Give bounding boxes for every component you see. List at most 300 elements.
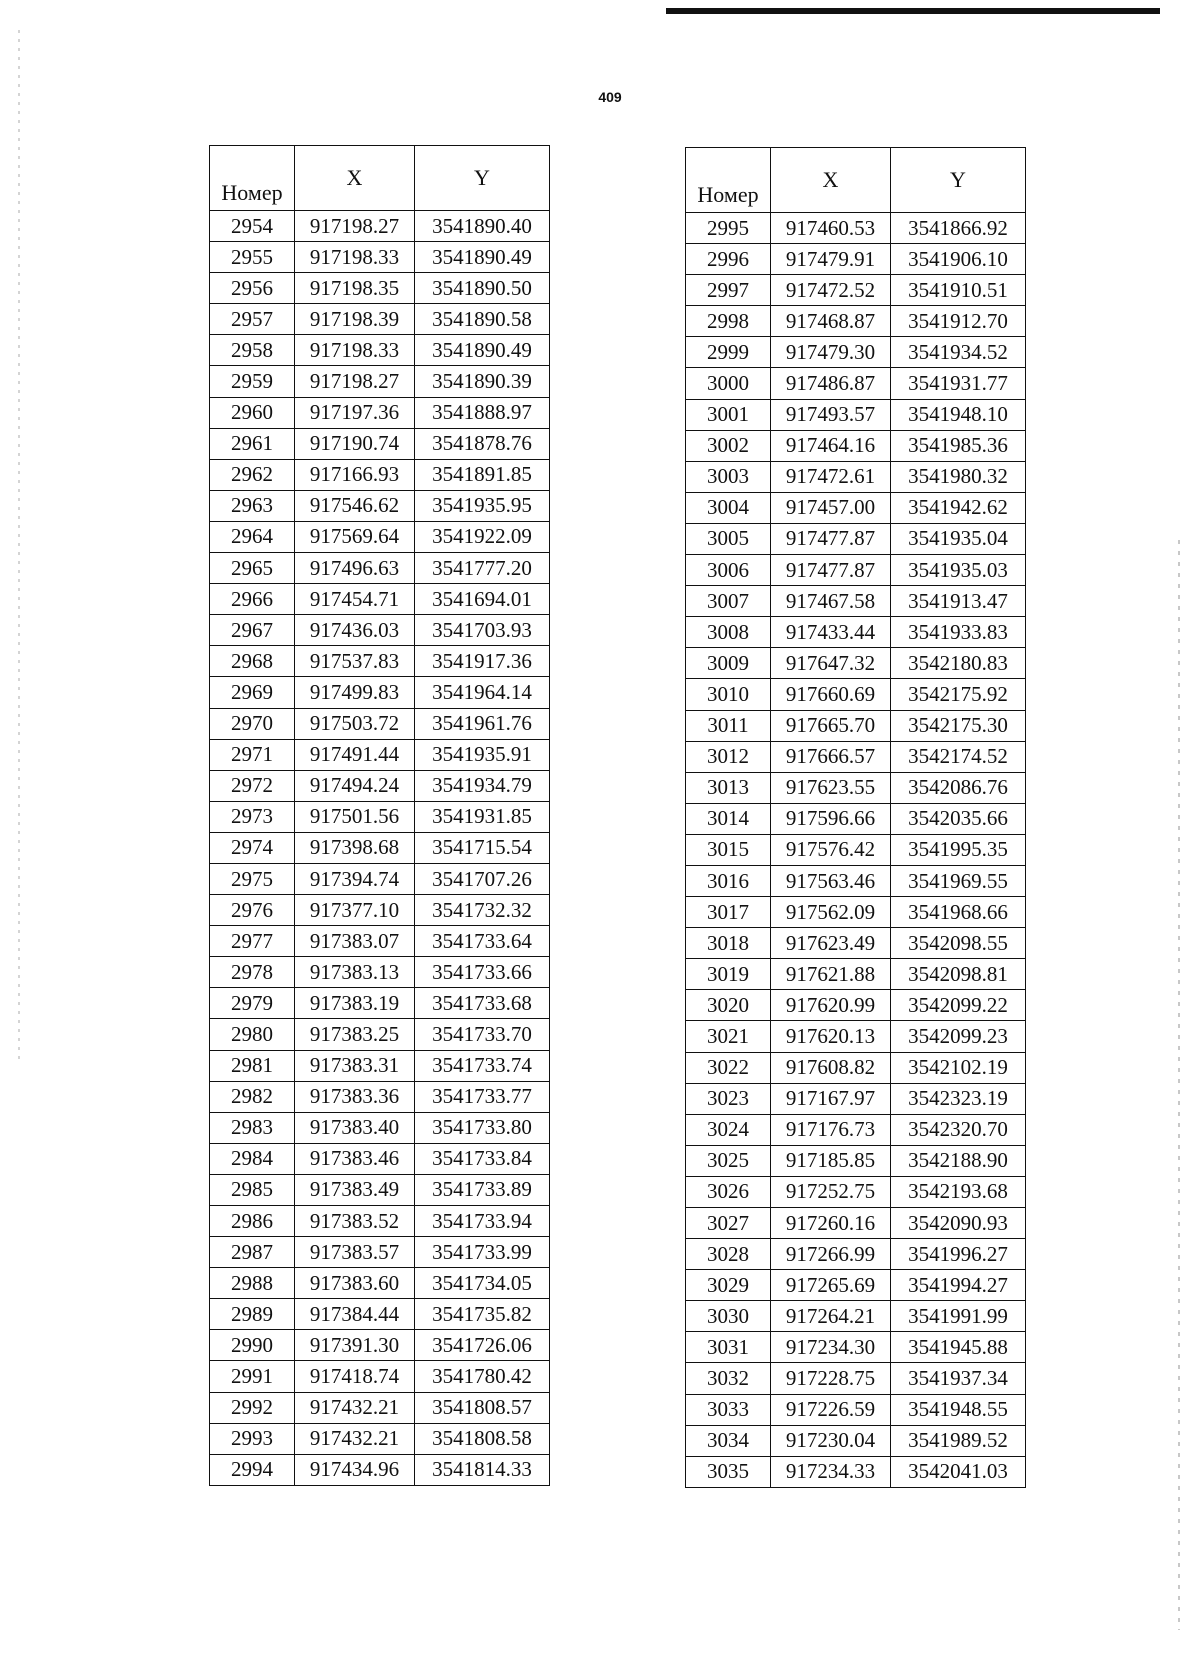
- y-coordinate-cell: 3541891.85: [415, 459, 550, 490]
- x-coordinate-cell: 917546.62: [295, 490, 415, 521]
- point-number-cell: 3018: [686, 928, 771, 959]
- y-coordinate-cell: 3541890.58: [415, 304, 550, 335]
- point-number-cell: 2971: [210, 739, 295, 770]
- point-number-cell: 2956: [210, 273, 295, 304]
- x-coordinate-cell: 917198.33: [295, 335, 415, 366]
- x-coordinate-cell: 917185.85: [771, 1145, 891, 1176]
- y-coordinate-cell: 3541733.99: [415, 1237, 550, 1268]
- table-row: [686, 586, 1026, 617]
- y-coordinate-cell: 3541707.26: [415, 863, 550, 894]
- y-coordinate-cell: 3541935.95: [415, 490, 550, 521]
- y-coordinate-cell: 3541948.55: [891, 1394, 1026, 1425]
- table-row: [686, 834, 1026, 865]
- point-number-cell: 3002: [686, 430, 771, 461]
- table-row: [210, 677, 550, 708]
- x-coordinate-cell: 917460.53: [771, 213, 891, 244]
- x-coordinate-cell: 917457.00: [771, 492, 891, 523]
- table-row: [686, 1114, 1026, 1145]
- point-number-cell: 3024: [686, 1114, 771, 1145]
- table-row: [686, 1456, 1026, 1487]
- table-row: [686, 803, 1026, 834]
- x-coordinate-cell: 917620.13: [771, 1021, 891, 1052]
- y-coordinate-cell: 3541890.49: [415, 242, 550, 273]
- point-number-cell: 2994: [210, 1454, 295, 1485]
- point-number-cell: 3023: [686, 1083, 771, 1114]
- x-coordinate-cell: 917660.69: [771, 679, 891, 710]
- table-row: [210, 988, 550, 1019]
- y-coordinate-cell: 3541878.76: [415, 428, 550, 459]
- x-coordinate-cell: 917464.16: [771, 430, 891, 461]
- table-row: [210, 459, 550, 490]
- table-body: [686, 213, 1026, 1488]
- table-row: [686, 865, 1026, 896]
- table-row: [210, 770, 550, 801]
- y-coordinate-cell: 3541890.49: [415, 335, 550, 366]
- y-coordinate-cell: 3541866.92: [891, 213, 1026, 244]
- table-header-row: [686, 148, 1026, 213]
- table-row: [686, 1394, 1026, 1425]
- x-coordinate-cell: 917264.21: [771, 1301, 891, 1332]
- table-row: [210, 708, 550, 739]
- point-number-cell: 2970: [210, 708, 295, 739]
- table-row: [210, 584, 550, 615]
- y-coordinate-cell: 3542041.03: [891, 1456, 1026, 1487]
- y-coordinate-cell: 3542099.22: [891, 990, 1026, 1021]
- table-row: [210, 1392, 550, 1423]
- table-row: [686, 492, 1026, 523]
- table-row: [686, 1083, 1026, 1114]
- y-coordinate-cell: 3541808.57: [415, 1392, 550, 1423]
- table-row: [210, 1330, 550, 1361]
- point-number-cell: 3012: [686, 741, 771, 772]
- column-header-x: X: [771, 148, 891, 213]
- point-number-cell: 2962: [210, 459, 295, 490]
- y-coordinate-cell: 3541961.76: [415, 708, 550, 739]
- point-number-cell: 2977: [210, 926, 295, 957]
- y-coordinate-cell: 3541935.91: [415, 739, 550, 770]
- point-number-cell: 2978: [210, 957, 295, 988]
- table-row: [210, 1423, 550, 1454]
- point-number-cell: 2990: [210, 1330, 295, 1361]
- y-coordinate-cell: 3541996.27: [891, 1239, 1026, 1270]
- x-coordinate-cell: 917499.83: [295, 677, 415, 708]
- y-coordinate-cell: 3541808.58: [415, 1423, 550, 1454]
- table-row: [210, 801, 550, 832]
- table-row: [210, 863, 550, 894]
- x-coordinate-cell: 917260.16: [771, 1208, 891, 1239]
- x-coordinate-cell: 917621.88: [771, 959, 891, 990]
- table-row: [210, 1143, 550, 1174]
- x-coordinate-cell: 917197.36: [295, 397, 415, 428]
- point-number-cell: 2973: [210, 801, 295, 832]
- point-number-cell: 3015: [686, 834, 771, 865]
- y-coordinate-cell: 3542102.19: [891, 1052, 1026, 1083]
- point-number-cell: 2999: [686, 337, 771, 368]
- table-row: [210, 335, 550, 366]
- point-number-cell: 3025: [686, 1145, 771, 1176]
- table-row: [210, 521, 550, 552]
- coordinates-table-right: [685, 147, 1026, 1488]
- point-number-cell: 2955: [210, 242, 295, 273]
- point-number-cell: 2976: [210, 895, 295, 926]
- y-coordinate-cell: 3542086.76: [891, 772, 1026, 803]
- y-coordinate-cell: 3541890.39: [415, 366, 550, 397]
- y-coordinate-cell: 3541989.52: [891, 1425, 1026, 1456]
- x-coordinate-cell: 917432.21: [295, 1392, 415, 1423]
- point-number-cell: 3009: [686, 648, 771, 679]
- x-coordinate-cell: 917472.52: [771, 275, 891, 306]
- table-row: [686, 244, 1026, 275]
- y-coordinate-cell: 3541733.66: [415, 957, 550, 988]
- point-number-cell: 3019: [686, 959, 771, 990]
- y-coordinate-cell: 3541890.50: [415, 273, 550, 304]
- x-coordinate-cell: 917383.19: [295, 988, 415, 1019]
- point-number-cell: 2987: [210, 1237, 295, 1268]
- point-number-cell: 2964: [210, 521, 295, 552]
- table-row: [686, 1052, 1026, 1083]
- point-number-cell: 3001: [686, 399, 771, 430]
- point-number-cell: 2966: [210, 584, 295, 615]
- point-number-cell: 2960: [210, 397, 295, 428]
- table-row: [686, 959, 1026, 990]
- point-number-cell: 2997: [686, 275, 771, 306]
- column-header-x: X: [295, 146, 415, 211]
- point-number-cell: 2969: [210, 677, 295, 708]
- table-row: [210, 366, 550, 397]
- point-number-cell: 2998: [686, 306, 771, 337]
- point-number-cell: 3028: [686, 1239, 771, 1270]
- y-coordinate-cell: 3541733.74: [415, 1050, 550, 1081]
- y-coordinate-cell: 3541733.68: [415, 988, 550, 1019]
- table-row: [686, 648, 1026, 679]
- x-coordinate-cell: 917503.72: [295, 708, 415, 739]
- table-row: [210, 1174, 550, 1205]
- table-row: [686, 1425, 1026, 1456]
- x-coordinate-cell: 917432.21: [295, 1423, 415, 1454]
- table-row: [686, 337, 1026, 368]
- point-number-cell: 2980: [210, 1019, 295, 1050]
- point-number-cell: 2968: [210, 646, 295, 677]
- point-number-cell: 3029: [686, 1270, 771, 1301]
- y-coordinate-cell: 3541733.80: [415, 1112, 550, 1143]
- point-number-cell: 2954: [210, 211, 295, 242]
- point-number-cell: 2988: [210, 1268, 295, 1299]
- point-number-cell: 3000: [686, 368, 771, 399]
- table-row: [686, 710, 1026, 741]
- y-coordinate-cell: 3542090.93: [891, 1208, 1026, 1239]
- table-row: [210, 1112, 550, 1143]
- y-coordinate-cell: 3541917.36: [415, 646, 550, 677]
- table-row: [686, 1363, 1026, 1394]
- point-number-cell: 2992: [210, 1392, 295, 1423]
- x-coordinate-cell: 917454.71: [295, 584, 415, 615]
- point-number-cell: 3014: [686, 803, 771, 834]
- y-coordinate-cell: 3541969.55: [891, 865, 1026, 896]
- table-row: [210, 646, 550, 677]
- y-coordinate-cell: 3541968.66: [891, 897, 1026, 928]
- x-coordinate-cell: 917383.07: [295, 926, 415, 957]
- x-coordinate-cell: 917434.96: [295, 1454, 415, 1485]
- y-coordinate-cell: 3541931.85: [415, 801, 550, 832]
- table-row: [686, 399, 1026, 430]
- point-number-cell: 2984: [210, 1143, 295, 1174]
- point-number-cell: 3026: [686, 1176, 771, 1207]
- table-row: [210, 1454, 550, 1485]
- y-coordinate-cell: 3541890.40: [415, 211, 550, 242]
- column-header-number: Номер: [686, 148, 771, 213]
- table-row: [686, 1176, 1026, 1207]
- table-row: [686, 928, 1026, 959]
- table-row: [686, 1270, 1026, 1301]
- y-coordinate-cell: 3542174.52: [891, 741, 1026, 772]
- x-coordinate-cell: 917383.57: [295, 1237, 415, 1268]
- x-coordinate-cell: 917537.83: [295, 646, 415, 677]
- x-coordinate-cell: 917501.56: [295, 801, 415, 832]
- table-row: [686, 430, 1026, 461]
- table-header-row: [210, 146, 550, 211]
- table-row: [210, 1206, 550, 1237]
- point-number-cell: 2985: [210, 1174, 295, 1205]
- x-coordinate-cell: 917398.68: [295, 832, 415, 863]
- point-number-cell: 3030: [686, 1301, 771, 1332]
- point-number-cell: 2958: [210, 335, 295, 366]
- table-row: [210, 397, 550, 428]
- y-coordinate-cell: 3541780.42: [415, 1361, 550, 1392]
- y-coordinate-cell: 3541777.20: [415, 553, 550, 584]
- y-coordinate-cell: 3542188.90: [891, 1145, 1026, 1176]
- y-coordinate-cell: 3541888.97: [415, 397, 550, 428]
- y-coordinate-cell: 3541733.84: [415, 1143, 550, 1174]
- x-coordinate-cell: 917494.24: [295, 770, 415, 801]
- x-coordinate-cell: 917394.74: [295, 863, 415, 894]
- point-number-cell: 2974: [210, 832, 295, 863]
- point-number-cell: 2957: [210, 304, 295, 335]
- y-coordinate-cell: 3541733.64: [415, 926, 550, 957]
- point-number-cell: 3020: [686, 990, 771, 1021]
- table-row: [686, 1145, 1026, 1176]
- point-number-cell: 2989: [210, 1299, 295, 1330]
- table-row: [210, 926, 550, 957]
- y-coordinate-cell: 3541726.06: [415, 1330, 550, 1361]
- y-coordinate-cell: 3541994.27: [891, 1270, 1026, 1301]
- x-coordinate-cell: 917383.13: [295, 957, 415, 988]
- y-coordinate-cell: 3541912.70: [891, 306, 1026, 337]
- y-coordinate-cell: 3541733.77: [415, 1081, 550, 1112]
- point-number-cell: 3008: [686, 617, 771, 648]
- y-coordinate-cell: 3542099.23: [891, 1021, 1026, 1052]
- x-coordinate-cell: 917391.30: [295, 1330, 415, 1361]
- table-row: [686, 1332, 1026, 1363]
- table-row: [210, 1050, 550, 1081]
- y-coordinate-cell: 3541922.09: [415, 521, 550, 552]
- y-coordinate-cell: 3541931.77: [891, 368, 1026, 399]
- point-number-cell: 2972: [210, 770, 295, 801]
- point-number-cell: 3022: [686, 1052, 771, 1083]
- x-coordinate-cell: 917493.57: [771, 399, 891, 430]
- y-coordinate-cell: 3541934.52: [891, 337, 1026, 368]
- point-number-cell: 3021: [686, 1021, 771, 1052]
- table-row: [210, 1299, 550, 1330]
- x-coordinate-cell: 917176.73: [771, 1114, 891, 1145]
- point-number-cell: 2975: [210, 863, 295, 894]
- table-row: [210, 615, 550, 646]
- y-coordinate-cell: 3542098.55: [891, 928, 1026, 959]
- y-coordinate-cell: 3541937.34: [891, 1363, 1026, 1394]
- x-coordinate-cell: 917383.31: [295, 1050, 415, 1081]
- x-coordinate-cell: 917665.70: [771, 710, 891, 741]
- table-body: [210, 211, 550, 1486]
- x-coordinate-cell: 917166.93: [295, 459, 415, 490]
- point-number-cell: 2959: [210, 366, 295, 397]
- x-coordinate-cell: 917569.64: [295, 521, 415, 552]
- table-row: [686, 306, 1026, 337]
- table-row: [686, 461, 1026, 492]
- y-coordinate-cell: 3541935.03: [891, 555, 1026, 586]
- y-coordinate-cell: 3541991.99: [891, 1301, 1026, 1332]
- y-coordinate-cell: 3541933.83: [891, 617, 1026, 648]
- table-row: [686, 275, 1026, 306]
- y-coordinate-cell: 3541985.36: [891, 430, 1026, 461]
- x-coordinate-cell: 917234.33: [771, 1456, 891, 1487]
- table-row: [686, 1208, 1026, 1239]
- x-coordinate-cell: 917383.52: [295, 1206, 415, 1237]
- point-number-cell: 2995: [686, 213, 771, 244]
- y-coordinate-cell: 3541935.04: [891, 523, 1026, 554]
- x-coordinate-cell: 917491.44: [295, 739, 415, 770]
- x-coordinate-cell: 917198.27: [295, 366, 415, 397]
- y-coordinate-cell: 3541945.88: [891, 1332, 1026, 1363]
- table-row: [686, 741, 1026, 772]
- x-coordinate-cell: 917226.59: [771, 1394, 891, 1425]
- point-number-cell: 3033: [686, 1394, 771, 1425]
- point-number-cell: 2963: [210, 490, 295, 521]
- x-coordinate-cell: 917234.30: [771, 1332, 891, 1363]
- x-coordinate-cell: 917468.87: [771, 306, 891, 337]
- x-coordinate-cell: 917596.66: [771, 803, 891, 834]
- y-coordinate-cell: 3541906.10: [891, 244, 1026, 275]
- point-number-cell: 3032: [686, 1363, 771, 1394]
- y-coordinate-cell: 3542180.83: [891, 648, 1026, 679]
- y-coordinate-cell: 3541934.79: [415, 770, 550, 801]
- x-coordinate-cell: 917230.04: [771, 1425, 891, 1456]
- x-coordinate-cell: 917383.25: [295, 1019, 415, 1050]
- y-coordinate-cell: 3541948.10: [891, 399, 1026, 430]
- table-row: [686, 617, 1026, 648]
- y-coordinate-cell: 3541814.33: [415, 1454, 550, 1485]
- x-coordinate-cell: 917383.40: [295, 1112, 415, 1143]
- y-coordinate-cell: 3541980.32: [891, 461, 1026, 492]
- point-number-cell: 2993: [210, 1423, 295, 1454]
- table-row: [210, 428, 550, 459]
- table-row: [210, 553, 550, 584]
- x-coordinate-cell: 917477.87: [771, 523, 891, 554]
- y-coordinate-cell: 3542320.70: [891, 1114, 1026, 1145]
- x-coordinate-cell: 917198.35: [295, 273, 415, 304]
- table-row: [210, 1237, 550, 1268]
- table-row: [210, 242, 550, 273]
- table-row: [210, 895, 550, 926]
- point-number-cell: 3006: [686, 555, 771, 586]
- point-number-cell: 2996: [686, 244, 771, 275]
- point-number-cell: 2982: [210, 1081, 295, 1112]
- x-coordinate-cell: 917190.74: [295, 428, 415, 459]
- point-number-cell: 2961: [210, 428, 295, 459]
- x-coordinate-cell: 917198.33: [295, 242, 415, 273]
- point-number-cell: 2991: [210, 1361, 295, 1392]
- x-coordinate-cell: 917383.46: [295, 1143, 415, 1174]
- x-coordinate-cell: 917383.49: [295, 1174, 415, 1205]
- y-coordinate-cell: 3541703.93: [415, 615, 550, 646]
- x-coordinate-cell: 917265.69: [771, 1270, 891, 1301]
- y-coordinate-cell: 3541913.47: [891, 586, 1026, 617]
- page-number: 409: [598, 89, 622, 105]
- table-row: [686, 368, 1026, 399]
- table-row: [210, 304, 550, 335]
- table-row: [210, 1361, 550, 1392]
- x-coordinate-cell: 917608.82: [771, 1052, 891, 1083]
- x-coordinate-cell: 917563.46: [771, 865, 891, 896]
- x-coordinate-cell: 917377.10: [295, 895, 415, 926]
- x-coordinate-cell: 917620.99: [771, 990, 891, 1021]
- x-coordinate-cell: 917666.57: [771, 741, 891, 772]
- table-row: [210, 490, 550, 521]
- point-number-cell: 3027: [686, 1208, 771, 1239]
- x-coordinate-cell: 917383.36: [295, 1081, 415, 1112]
- table-row: [210, 1019, 550, 1050]
- point-number-cell: 3035: [686, 1456, 771, 1487]
- point-number-cell: 3013: [686, 772, 771, 803]
- table-row: [210, 832, 550, 863]
- y-coordinate-cell: 3541715.54: [415, 832, 550, 863]
- point-number-cell: 3016: [686, 865, 771, 896]
- x-coordinate-cell: 917418.74: [295, 1361, 415, 1392]
- point-number-cell: 2967: [210, 615, 295, 646]
- point-number-cell: 2983: [210, 1112, 295, 1143]
- column-header-y: Y: [415, 146, 550, 211]
- point-number-cell: 2965: [210, 553, 295, 584]
- point-number-cell: 3017: [686, 897, 771, 928]
- y-coordinate-cell: 3542098.81: [891, 959, 1026, 990]
- x-coordinate-cell: 917623.49: [771, 928, 891, 959]
- coordinates-table-left: [209, 145, 550, 1486]
- y-coordinate-cell: 3541694.01: [415, 584, 550, 615]
- table-row: [686, 1021, 1026, 1052]
- x-coordinate-cell: 917477.87: [771, 555, 891, 586]
- point-number-cell: 3003: [686, 461, 771, 492]
- x-coordinate-cell: 917479.91: [771, 244, 891, 275]
- point-number-cell: 3005: [686, 523, 771, 554]
- table-row: [686, 1239, 1026, 1270]
- table-row: [210, 1081, 550, 1112]
- x-coordinate-cell: 917198.39: [295, 304, 415, 335]
- x-coordinate-cell: 917167.97: [771, 1083, 891, 1114]
- y-coordinate-cell: 3541735.82: [415, 1299, 550, 1330]
- y-coordinate-cell: 3541964.14: [415, 677, 550, 708]
- y-coordinate-cell: 3541734.05: [415, 1268, 550, 1299]
- x-coordinate-cell: 917433.44: [771, 617, 891, 648]
- table-row: [686, 990, 1026, 1021]
- point-number-cell: 2986: [210, 1206, 295, 1237]
- table-row: [686, 213, 1026, 244]
- y-coordinate-cell: 3541942.62: [891, 492, 1026, 523]
- table-row: [686, 523, 1026, 554]
- y-coordinate-cell: 3541733.70: [415, 1019, 550, 1050]
- scan-edge-right: [1178, 540, 1180, 1630]
- x-coordinate-cell: 917436.03: [295, 615, 415, 646]
- x-coordinate-cell: 917647.32: [771, 648, 891, 679]
- x-coordinate-cell: 917479.30: [771, 337, 891, 368]
- y-coordinate-cell: 3541910.51: [891, 275, 1026, 306]
